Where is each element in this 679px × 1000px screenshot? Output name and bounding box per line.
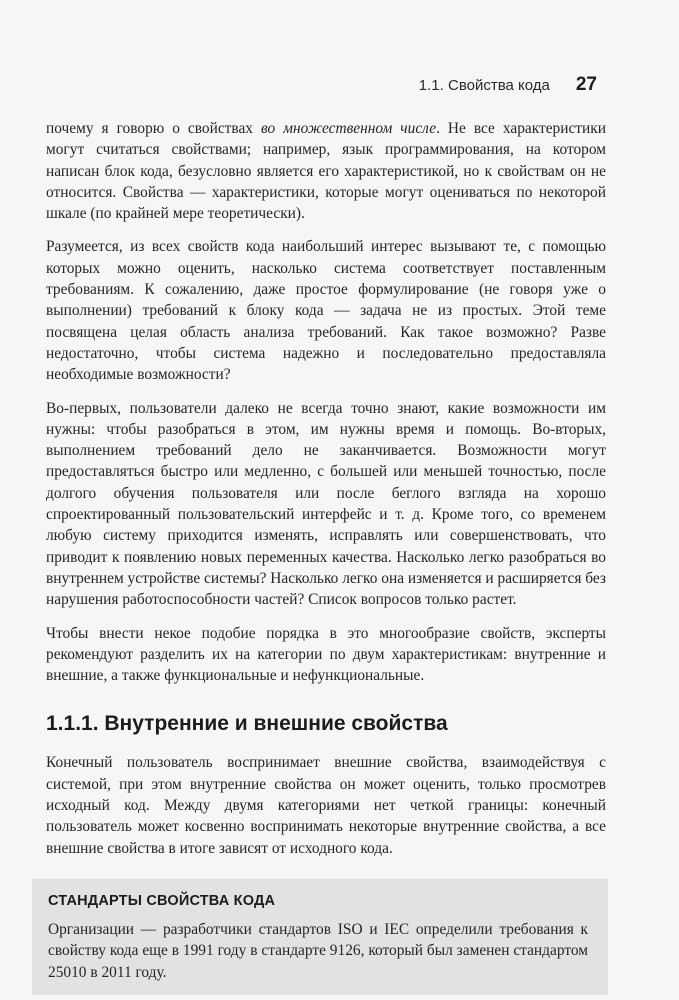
paragraph-3: Во-первых, пользователи далеко не всегда точно знают, какие возможности им нужны: чтобы разобраться в этом, им нужны время и помощь. Во-вторых, выполнением требований дело не заканчивается. Возможности могут предоставляться быстро или медленно, с большей или меньшей точностью, после долгого обучения пользователя или после беглого взгляда на хорошо спроектированный пользовательский интерфейс и т. д. Кроме того, со временем любую систему приходится изменять, исправлять или совершенствовать, что приводит к появлению новых переменных качества. Насколько легко разобраться во внутреннем устройстве системы? Насколько легко она изменяется и расширяется без нарушения работоспособности частей? Список вопросов только растет. (46, 399, 606, 609)
sidebar-note (32, 879, 608, 995)
section-heading: 1.1.1. Внутренние и внешние свойства (46, 712, 448, 736)
sidebar-note-text: Организации — разработчики стандартов ISO и IEC определили требования к свойству кода еще в 1991 году в стандарте 9126, который был заменен стандартом 25010 в 2011 году. (48, 920, 588, 981)
section-paragraph: Конечный пользователь воспринимает внешние свойства, взаимодействуя с системой, при этом внутренние свойства он может оценить, только просмотрев исходный код. Между двумя категориями нет четкой границы: конечный пользователь может косвенно воспринимать некоторые внутренние свойства, а все внешние свойства в итоге зависят от исходного кода. (46, 754, 606, 857)
paragraph-4: Чтобы внести некое подобие порядка в это многообразие свойств, эксперты рекомендуют разделить их на категории по двум характеристикам: внутренние и внешние, а также функциональные и нефункциональные. (46, 624, 606, 685)
sidebar-note-title: СТАНДАРТЫ СВОЙСТВА КОДА (48, 892, 276, 909)
paragraph-1-end: . Не все характеристики могут считаться свойствами; например, язык программирования, на котором написан блок кода, безусловно является его характеристикой, но к свойствам он не относится. Свойства — характеристики, которые могут оцениваться по некоторой шкале (по крайней мере теоретически). (46, 120, 606, 223)
paragraph-1-start: почему я говорю о свойствах (46, 120, 261, 137)
running-head (419, 74, 597, 96)
page-body (46, 118, 606, 995)
paragraph-1 (46, 118, 606, 224)
paragraph-2: Разумеется, из всех свойств кода наибольший интерес вызывают те, с помощью которых можно оценить, насколько система соответствует поставленным требованиям. К сожалению, даже простое формулирование (не говоря уже о выполнении) требований к блоку кода — задача не из простых. Этой теме посвящена целая область анализа требований. Как такое возможно? Разве недостаточно, чтобы система надежно и последовательно предоставляла необходимые возможности? (46, 238, 606, 384)
paragraph-1-emphasis: во множественном числе (260, 120, 437, 137)
running-title: 1.1. Свойства кода (418, 77, 550, 94)
page-number: 27 (575, 74, 597, 95)
